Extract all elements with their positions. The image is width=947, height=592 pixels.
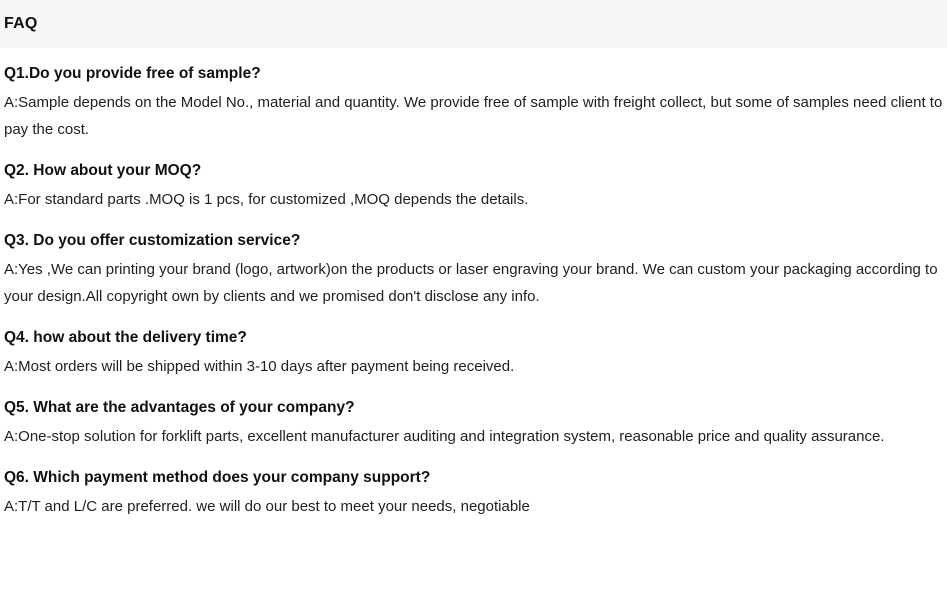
faq-question: Q1.Do you provide free of sample? (4, 65, 261, 82)
faq-answer: A:For standard parts .MOQ is 1 pcs, for customized ,MOQ depends the details. (4, 191, 529, 208)
faq-question: Q5. What are the advantages of your company? (4, 399, 355, 416)
faq-item (4, 230, 943, 310)
faq-answer: A:Yes ,We can printing your brand (logo, artwork)on the products or laser engraving your brand. We can custom your packaging according to your design.All copyright own by clients and we promised don't disclose any info. (4, 261, 938, 305)
faq-answer: A:T/T and L/C are preferred. we will do our best to meet your needs, negotiable (4, 498, 530, 515)
faq-list (0, 63, 947, 520)
faq-answer: A:Sample depends on the Model No., material and quantity. We provide free of sample with freight collect, but some of samples need client to pay the cost. (4, 94, 943, 138)
faq-question: Q3. Do you offer customization service? (4, 232, 301, 249)
faq-header (0, 0, 947, 48)
faq-question: Q6. Which payment method does your company support? (4, 469, 431, 486)
faq-item (4, 467, 943, 520)
faq-answer: A:One-stop solution for forklift parts, excellent manufacturer auditing and integration system, reasonable price and quality assurance. (4, 428, 885, 445)
page-title: FAQ (4, 15, 38, 32)
faq-question: Q4. how about the delivery time? (4, 329, 247, 346)
faq-item (4, 327, 943, 380)
faq-item (4, 397, 943, 450)
faq-item (4, 63, 943, 143)
faq-item (4, 160, 943, 213)
faq-answer: A:Most orders will be shipped within 3-10 days after payment being received. (4, 358, 515, 375)
faq-question: Q2. How about your MOQ? (4, 162, 202, 179)
